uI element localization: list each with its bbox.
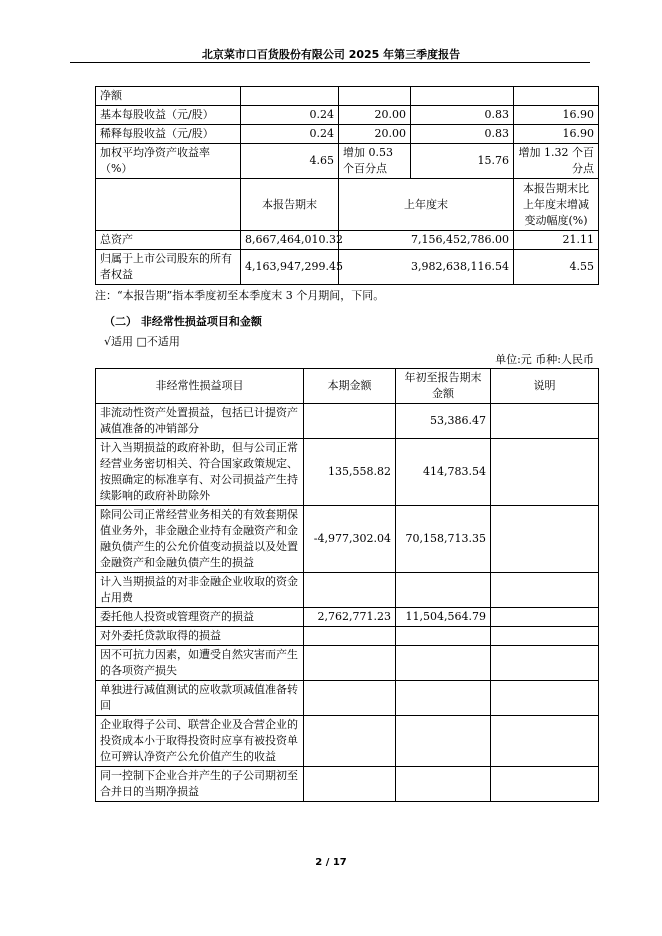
table-row <box>96 627 599 646</box>
table-header-row <box>96 369 599 404</box>
cell: 53,386.47 <box>396 404 491 439</box>
table-row <box>96 231 599 250</box>
cell: 135,558.82 <box>304 439 396 506</box>
cell: 0.83 <box>411 125 514 144</box>
report-period-note: 注：“本报告期”指本季度初至本季度末 3 个月期间，下同。 <box>95 289 385 302</box>
row-label: 加权平均净资产收益率（%） <box>96 144 241 179</box>
cell <box>304 716 396 767</box>
non-recurring-items-table <box>95 368 599 802</box>
cell <box>491 716 599 767</box>
cell <box>491 404 599 439</box>
cell: -4,977,302.04 <box>304 506 396 573</box>
column-header: 上年度末 <box>339 179 514 231</box>
cell <box>491 506 599 573</box>
applicability-checkbox-text: √适用 □不适用 <box>104 335 180 348</box>
item-cell: 计入当期损益的政府补助，但与公司正常经营业务密切相关、符合国家政策规定、按照确定的标准享有、对公司损益产生持续影响的政府补助除外 <box>96 439 304 506</box>
cell <box>491 608 599 627</box>
cell: 增加 1.32 个百分点 <box>514 144 599 179</box>
cell <box>396 627 491 646</box>
cell: 2,762,771.23 <box>304 608 396 627</box>
cell: 0.83 <box>411 106 514 125</box>
row-label: 稀释每股收益（元/股） <box>96 125 241 144</box>
cell: 15.76 <box>411 144 514 179</box>
item-cell: 单独进行减值测试的应收款项减值准备转回 <box>96 681 304 716</box>
table-row <box>96 144 599 179</box>
cell: 0.24 <box>241 125 339 144</box>
cell <box>396 646 491 681</box>
table-row <box>96 767 599 802</box>
cell <box>491 439 599 506</box>
table-row <box>96 106 599 125</box>
row-label: 总资产 <box>96 231 241 250</box>
cell <box>514 87 599 106</box>
row-label: 净额 <box>96 87 241 106</box>
cell <box>304 573 396 608</box>
cell: 8,667,464,010.32 <box>241 231 339 250</box>
table-row <box>96 573 599 608</box>
header-divider <box>70 62 590 63</box>
cell <box>304 627 396 646</box>
table-subheader-row <box>96 179 599 231</box>
table-row <box>96 439 599 506</box>
cell <box>304 681 396 716</box>
cell <box>304 646 396 681</box>
item-cell: 非流动性资产处置损益，包括已计提资产减值准备的冲销部分 <box>96 404 304 439</box>
table-row <box>96 716 599 767</box>
key-financial-indicators-table <box>95 86 599 285</box>
table-row <box>96 681 599 716</box>
cell <box>339 87 411 106</box>
column-header: 本报告期末比上年度末增减变动幅度(%) <box>514 179 599 231</box>
report-header-title: 北京菜市口百货股份有限公司 2025 年第三季度报告 <box>201 48 461 61</box>
row-label: 归属于上市公司股东的所有者权益 <box>96 250 241 285</box>
cell: 414,783.54 <box>396 439 491 506</box>
column-header: 非经常性损益项目 <box>96 369 304 404</box>
table-row <box>96 404 599 439</box>
cell: 16.90 <box>514 106 599 125</box>
row-label: 基本每股收益（元/股） <box>96 106 241 125</box>
table-row <box>96 646 599 681</box>
cell <box>491 681 599 716</box>
item-cell: 委托他人投资或管理资产的损益 <box>96 608 304 627</box>
cell <box>304 767 396 802</box>
cell <box>491 627 599 646</box>
item-cell: 企业取得子公司、联营企业及合营企业的投资成本小于取得投资时应享有被投资单位可辨认净资产公允价值产生的收益 <box>96 716 304 767</box>
table-row <box>96 250 599 285</box>
cell: 4.65 <box>241 144 339 179</box>
cell <box>396 767 491 802</box>
currency-unit-label: 单位:元 币种:人民币 <box>495 353 594 366</box>
cell: 21.11 <box>514 231 599 250</box>
cell: 70,158,713.35 <box>396 506 491 573</box>
cell: 4,163,947,299.45 <box>241 250 339 285</box>
column-header: 年初至报告期末金额 <box>396 369 491 404</box>
page-number: 2 / 17 <box>315 857 347 868</box>
item-cell: 对外委托贷款取得的损益 <box>96 627 304 646</box>
table-row <box>96 608 599 627</box>
cell <box>96 179 241 231</box>
cell <box>411 87 514 106</box>
cell <box>491 646 599 681</box>
column-header: 说明 <box>491 369 599 404</box>
cell: 11,504,564.79 <box>396 608 491 627</box>
cell <box>491 767 599 802</box>
cell: 20.00 <box>339 125 411 144</box>
cell <box>304 404 396 439</box>
column-header: 本报告期末 <box>241 179 339 231</box>
item-cell: 因不可抗力因素，如遭受自然灾害而产生的各项资产损失 <box>96 646 304 681</box>
cell <box>396 716 491 767</box>
cell: 3,982,638,116.54 <box>339 250 514 285</box>
cell <box>491 573 599 608</box>
cell: 增加 0.53 个百分点 <box>339 144 411 179</box>
cell: 0.24 <box>241 106 339 125</box>
table-row <box>96 125 599 144</box>
cell <box>396 573 491 608</box>
item-cell: 计入当期损益的对非金融企业收取的资金占用费 <box>96 573 304 608</box>
cell <box>396 681 491 716</box>
cell: 16.90 <box>514 125 599 144</box>
section-title: （二） 非经常性损益项目和金额 <box>104 315 262 328</box>
table-row <box>96 506 599 573</box>
item-cell: 除同公司正常经营业务相关的有效套期保值业务外，非金融企业持有金融资产和金融负债产生的公允价值变动损益以及处置金融资产和金融负债产生的损益 <box>96 506 304 573</box>
column-header: 本期金额 <box>304 369 396 404</box>
cell: 4.55 <box>514 250 599 285</box>
item-cell: 同一控制下企业合并产生的子公司期初至合并日的当期净损益 <box>96 767 304 802</box>
table-row <box>96 87 599 106</box>
cell: 7,156,452,786.00 <box>339 231 514 250</box>
cell: 20.00 <box>339 106 411 125</box>
cell <box>241 87 339 106</box>
